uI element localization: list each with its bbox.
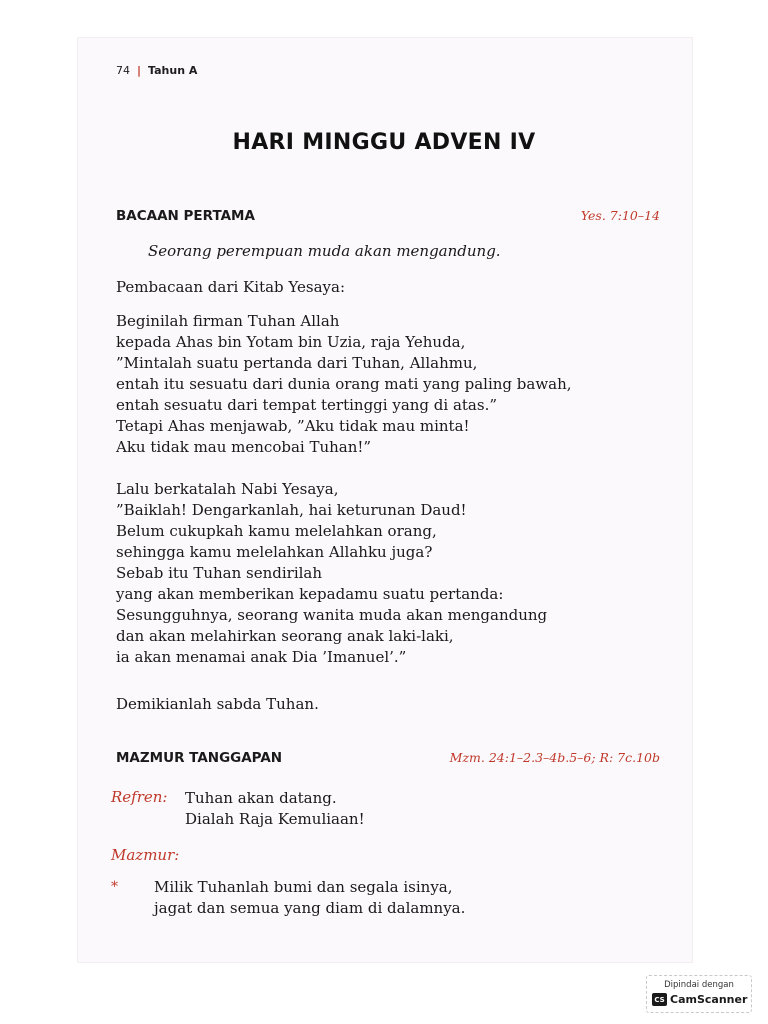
scanner-brand-name: CamScanner xyxy=(670,993,748,1006)
psalm-heading-row xyxy=(116,750,660,766)
psalm-stanza xyxy=(111,877,465,919)
refrain-line: Tuhan akan datang. xyxy=(185,789,337,807)
verse-line: entah sesuatu dari tempat tertinggi yang di atas.” xyxy=(116,396,498,414)
verse-line: Sebab itu Tuhan sendirilah xyxy=(116,564,323,582)
verse-line: ia akan menamai anak Dia ’Imanuel’.” xyxy=(116,648,407,666)
verse-line: sehingga kamu melelahkan Allahku juga? xyxy=(116,543,433,561)
refrain-line: Dialah Raja Kemuliaan! xyxy=(185,810,365,828)
verse-line: Belum cukupkah kamu melelahkan orang, xyxy=(116,522,437,540)
first-reading-heading: BACAAN PERTAMA xyxy=(116,208,255,224)
verse-line: Beginilah firman Tuhan Allah xyxy=(116,312,340,330)
verse-line: ”Baiklah! Dengarkanlah, hai keturunan Daud! xyxy=(116,501,467,519)
mazmur-label: Mazmur: xyxy=(111,846,180,864)
first-reading-tagline: Seorang perempuan muda akan mengandung. xyxy=(148,242,501,260)
first-reading-paragraph-1 xyxy=(116,311,676,458)
stanza-marker: * xyxy=(111,879,118,895)
verse-line: Tetapi Ahas menjawab, ”Aku tidak mau minta! xyxy=(116,417,470,435)
psalm-reference: Mzm. 24:1–2.3–4b.5–6; R: 7c.10b xyxy=(449,750,660,765)
verse-line: yang akan memberikan kepadamu suatu pertanda: xyxy=(116,585,504,603)
first-reading-reference: Yes. 7:10–14 xyxy=(580,208,660,223)
first-reading-closing: Demikianlah sabda Tuhan. xyxy=(116,695,319,713)
verse-line: Sesungguhnya, seorang wanita muda akan mengandung xyxy=(116,606,548,624)
first-reading-paragraph-2 xyxy=(116,479,676,668)
verse-line: ”Mintalah suatu pertanda dari Tuhan, Allahmu, xyxy=(116,354,478,372)
refrain-label: Refren: xyxy=(111,788,168,806)
psalm-heading: MAZMUR TANGGAPAN xyxy=(116,750,283,766)
verse-line: kepada Ahas bin Yotam bin Uzia, raja Yehuda, xyxy=(116,333,466,351)
verse-line: Aku tidak mau mencobai Tuhan!” xyxy=(116,438,372,456)
page-title: HARI MINGGU ADVEN IV xyxy=(232,130,536,155)
scanner-watermark xyxy=(646,975,752,1013)
scanner-brand xyxy=(652,993,747,1006)
verse-line: Lalu berkatalah Nabi Yesaya, xyxy=(116,480,339,498)
stanza-line: Milik Tuhanlah bumi dan segala isinya, xyxy=(154,878,453,896)
stanza-line: jagat dan semua yang diam di dalamnya. xyxy=(154,899,466,917)
refrain-lines xyxy=(185,788,365,830)
first-reading-heading-row xyxy=(116,208,660,224)
camscanner-logo-icon: CS xyxy=(652,993,667,1006)
running-head xyxy=(116,64,197,77)
verse-line: dan akan melahirkan seorang anak laki-laki, xyxy=(116,627,454,645)
running-head-separator: | xyxy=(137,64,142,77)
verse-line: entah itu sesuatu dari dunia orang mati yang paling bawah, xyxy=(116,375,572,393)
stanza-lines xyxy=(154,877,465,919)
first-reading-intro: Pembacaan dari Kitab Yesaya: xyxy=(116,278,345,296)
scanner-caption: Dipindai dengan xyxy=(664,980,734,990)
page-number: 74 xyxy=(116,64,130,77)
refrain xyxy=(111,788,365,830)
running-head-section: Tahun A xyxy=(148,64,198,77)
